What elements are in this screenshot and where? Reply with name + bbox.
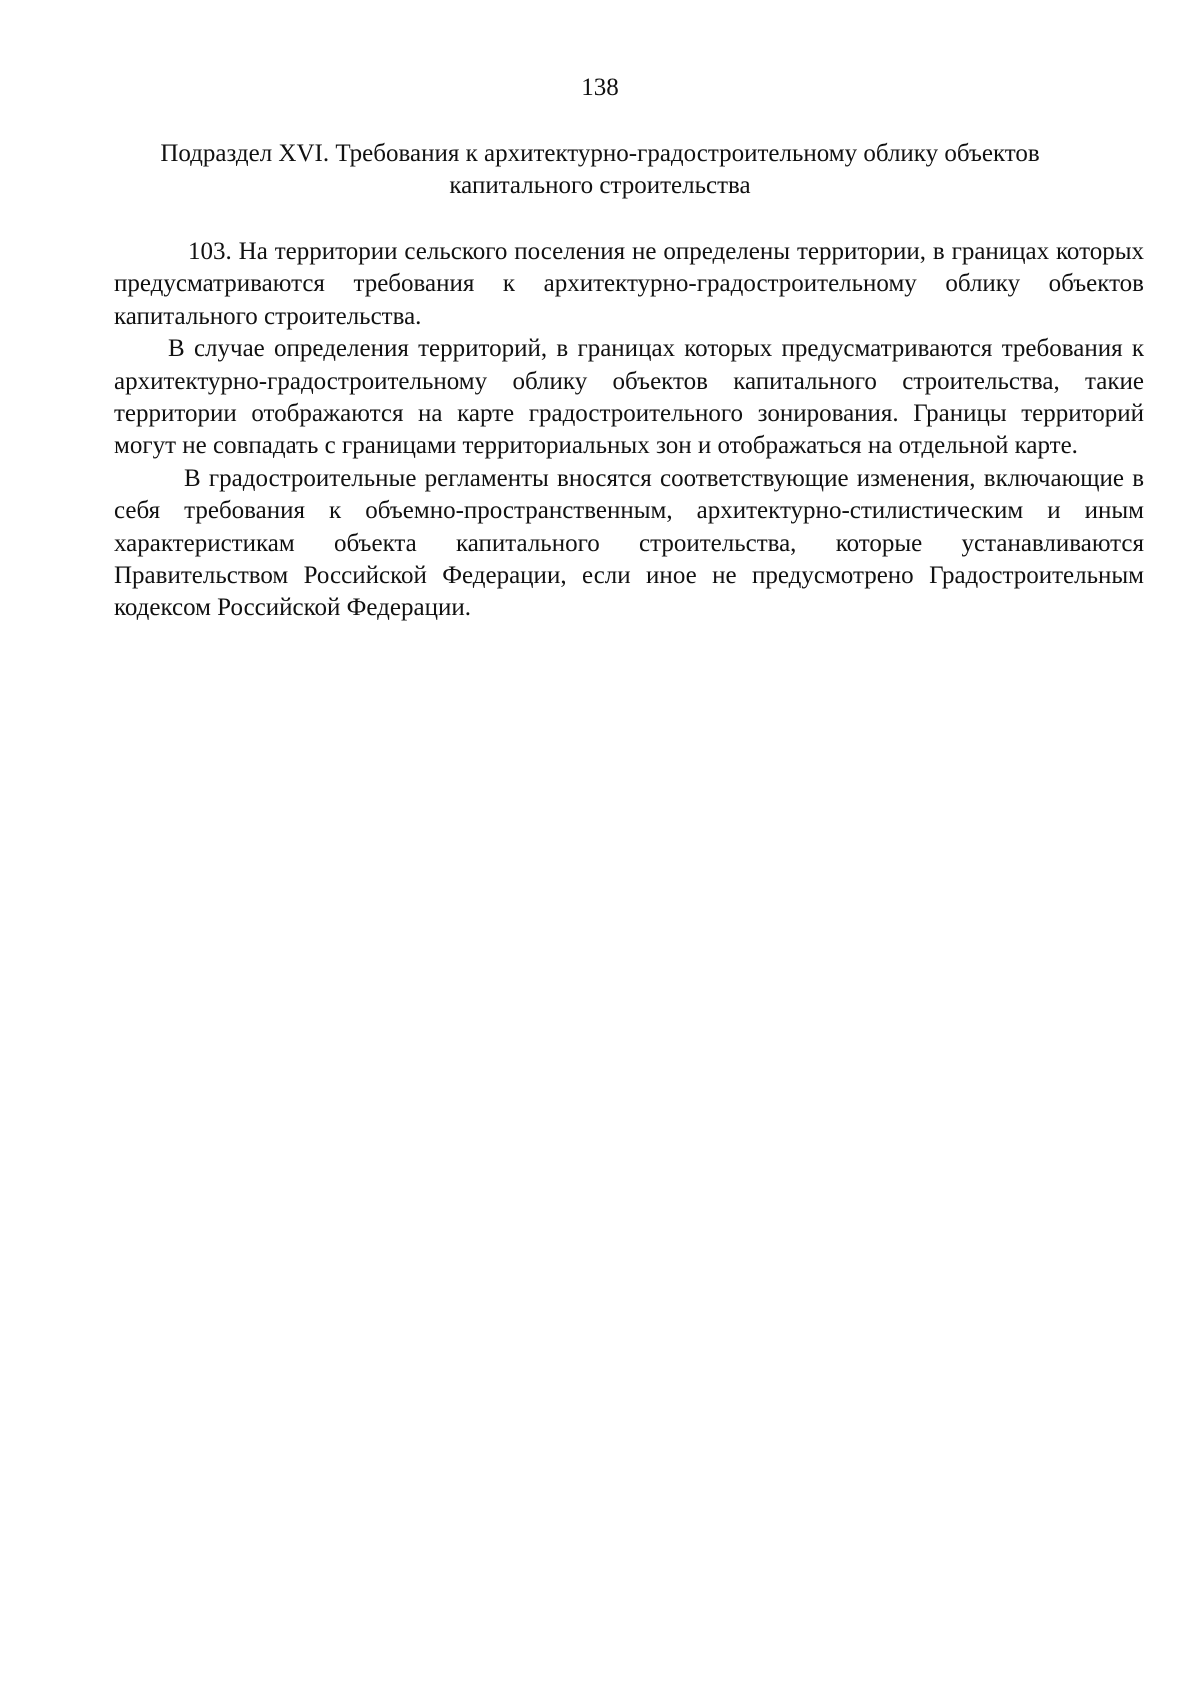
section-heading-line-2: капитального строительства <box>449 172 751 199</box>
paragraph-regulations-changes: В градостроительные регламенты вносятся соответствующие изменения, включающие в себя требования к объемно-пространственным, архитектурно-стилистическим и иным характеристикам объекта капитального строительства, которые устанавливаются Правительством Российской Федерации, если иное не предусмотрено Градостроительным кодексом Российской Федерации. <box>114 464 1144 622</box>
page-number: 138 <box>581 74 619 101</box>
document-body <box>114 236 1144 625</box>
paragraph-103: 103. На территории сельского поселения не определены территории, в границах которых предусматриваются требования к архитектурно-градостроительному облику объектов капитального строительства. <box>114 238 1144 330</box>
section-heading <box>100 138 1100 202</box>
paragraph-territory-definition: В случае определения территорий, в границах которых предусматриваются требования к архитектурно-градостроительному облику объектов капитального строительства, такие территории отображаются на карте градостроительного зонирования. Границы территорий могут не совпадать с границами территориальных зон и отображаться на отдельной карте. <box>114 335 1144 460</box>
section-heading-line-1: Подраздел XVI. Требования к архитектурно-градостроительному облику объектов <box>160 140 1040 167</box>
